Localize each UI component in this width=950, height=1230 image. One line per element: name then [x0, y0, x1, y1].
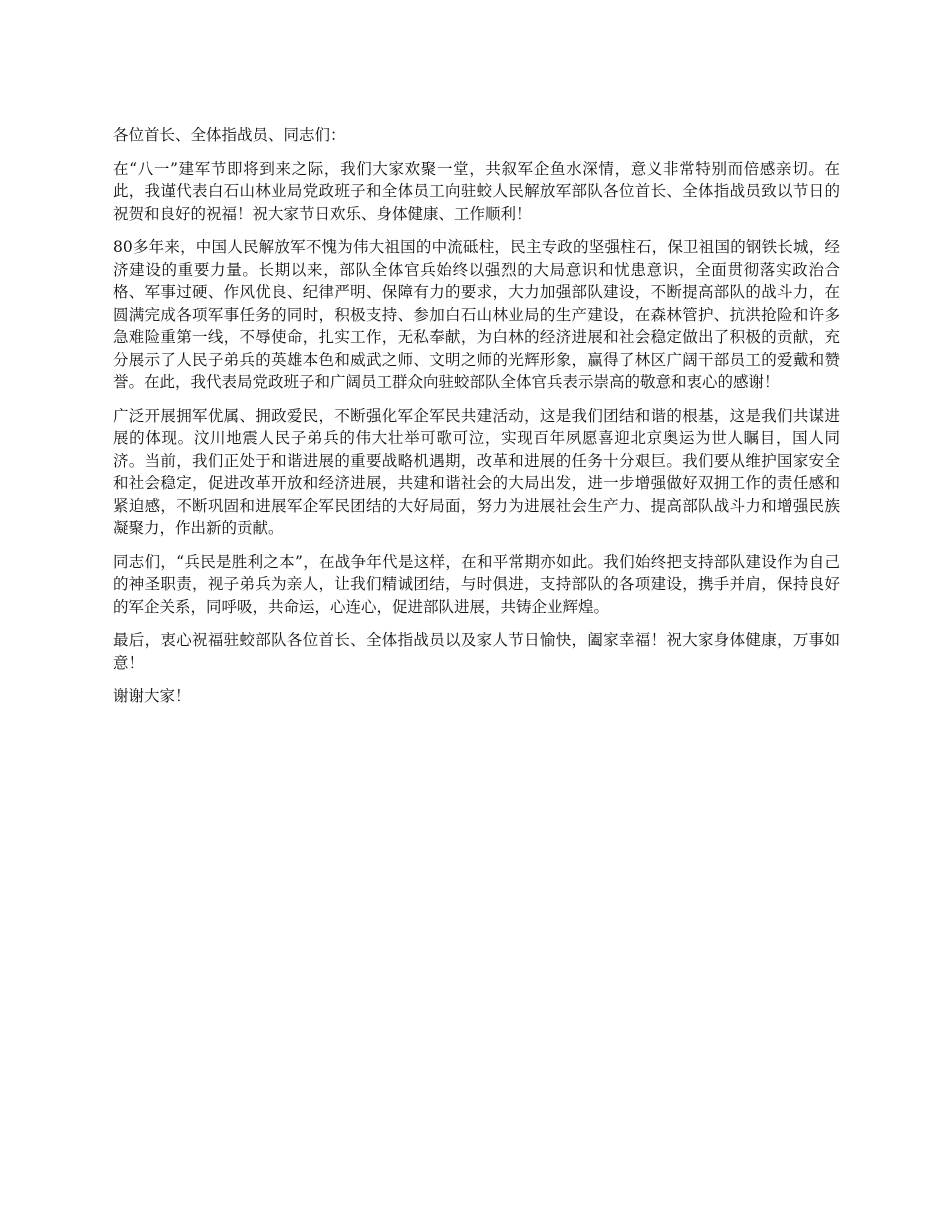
paragraph-history: 80多年来，中国人民解放军不愧为伟大祖国的中流砥柱，民主专政的坚强柱石，保卫祖国的钢铁长城，经济建设的重要力量。长期以来，部队全体官兵始终以强烈的大局意识和忧患意识，全面贯彻落实政治合格、军事过硬、作风优良、纪律严明、保障有力的要求，大力加强部队建设，不断提高部队的战斗力，在圆满完成各项军事任务的同时，积极支持、参加白石山林业局的生产建设，在森林管护、抗洪抢险和许多急难险重第一线，不辱使命，扎实工作，无私奉献，为白林的经济进展和社会稳定做出了积极的贡献，充分展示了人民子弟兵的英雄本色和威武之师、文明之师的光辉形象，赢得了林区广阔干部员工的爱戴和赞誉。在此，我代表局党政班子和广阔员工群众向驻蛟部队全体官兵表示崇高的敬意和衷心的感谢！: [113, 238, 840, 391]
salutation: 各位首长、全体指战员、同志们：: [113, 126, 346, 144]
document-page: [113, 124, 840, 719]
paragraph-comrades: 同志们，“兵民是胜利之本”，在战争年代是这样，在和平常期亦如此。我们始终把支持部队建设作为自己的神圣职责，视子弟兵为亲人，让我们精诚团结，与时俱进，支持部队的各项建设，携手并肩，保持良好的军企关系，同呼吸，共命运，心连心，促进部队进展，共铸企业辉煌。: [113, 552, 840, 616]
paragraph-opening: 在“八一”建军节即将到来之际，我们大家欢聚一堂，共叙军企鱼水深情，意义非常特别而倍感亲切。在此，我谨代表白石山林业局党政班子和全体员工向驻蛟人民解放军部队各位首长、全体指战员致以节日的祝贺和良好的祝福！祝大家节日欢乐、身体健康、工作顺利！: [113, 159, 840, 223]
paragraph-blessing: 最后，衷心祝福驻蛟部队各位首长、全体指战员以及家人节日愉快，阖家幸福！祝大家身体健康，万事如意！: [113, 631, 840, 672]
paragraph-cooperation: 广泛开展拥军优属、拥政爱民，不断强化军企军民共建活动，这是我们团结和谐的根基，这是我们共谋进展的体现。汶川地震人民子弟兵的伟大壮举可歌可泣，实现百年夙愿喜迎北京奥运为世人瞩目，国人同济。当前，我们正处于和谐进展的重要战略机遇期，改革和进展的任务十分艰巨。我们要从维护国家安全和社会稳定，促进改革开放和经济进展，共建和谐社会的大局出发，进一步增强做好双拥工作的责任感和紧迫感，不断巩固和进展军企军民团结的大好局面，努力为进展社会生产力、提高部队战斗力和增强民族凝聚力，作出新的贡献。: [113, 406, 840, 537]
closing: 谢谢大家！: [113, 687, 191, 705]
